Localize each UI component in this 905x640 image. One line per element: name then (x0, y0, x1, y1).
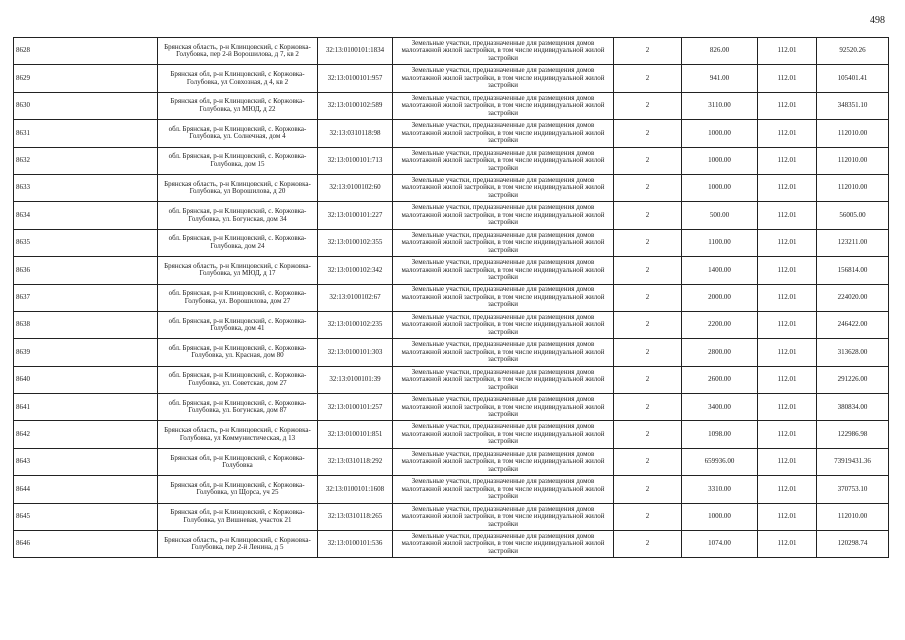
table-row (14, 65, 889, 92)
group-cell: 2 (614, 147, 682, 174)
land-category-cell: Земельные участки, предназначенные для размещения домов малоэтажной жилой застройки, в том числе индивидуальной жилой застройки (393, 448, 614, 475)
row-number: 8633 (14, 174, 158, 201)
row-number: 8645 (14, 503, 158, 530)
land-category-cell: Земельные участки, предназначенные для размещения домов малоэтажной жилой застройки, в том числе индивидуальной жилой застройки (393, 147, 614, 174)
cadastral-value-cell: 348351.10 (817, 92, 889, 119)
cadastral-value-cell: 224020.00 (817, 284, 889, 311)
cadastral-value-cell: 156814.00 (817, 257, 889, 284)
area-cell: 1000.00 (682, 147, 758, 174)
rate-cell: 112.01 (758, 503, 817, 530)
cadastral-number-cell: 32:13:0100101:303 (318, 339, 393, 366)
cadastral-value-cell: 380834.00 (817, 394, 889, 421)
group-cell: 2 (614, 174, 682, 201)
area-cell: 1000.00 (682, 503, 758, 530)
cadastral-value-cell: 92520.26 (817, 38, 889, 65)
rate-cell: 112.01 (758, 147, 817, 174)
address-cell: обл. Брянская, р-н Клинцовский, с. Коржовка-Голубовка, ул. Богунская, дом 87 (158, 394, 318, 421)
cadastral-number-cell: 32:13:0100102:342 (318, 257, 393, 284)
group-cell: 2 (614, 92, 682, 119)
land-category-cell: Земельные участки, предназначенные для размещения домов малоэтажной жилой застройки, в том числе индивидуальной жилой застройки (393, 339, 614, 366)
area-cell: 1400.00 (682, 257, 758, 284)
row-number: 8628 (14, 38, 158, 65)
area-cell: 1000.00 (682, 174, 758, 201)
group-cell: 2 (614, 257, 682, 284)
area-cell: 1100.00 (682, 229, 758, 256)
table-row (14, 448, 889, 475)
table-row (14, 202, 889, 229)
table-row (14, 421, 889, 448)
cadastral-number-cell: 32:13:0100102:60 (318, 174, 393, 201)
table-row (14, 92, 889, 119)
group-cell: 2 (614, 120, 682, 147)
address-cell: обл. Брянская, р-н Клинцовский, с. Коржовка-Голубовка, дом 15 (158, 147, 318, 174)
row-number: 8643 (14, 448, 158, 475)
table-row (14, 339, 889, 366)
cadastral-value-cell: 120298.74 (817, 531, 889, 558)
land-category-cell: Земельные участки, предназначенные для размещения домов малоэтажной жилой застройки, в том числе индивидуальной жилой застройки (393, 311, 614, 338)
row-number: 8639 (14, 339, 158, 366)
row-number: 8635 (14, 229, 158, 256)
land-category-cell: Земельные участки, предназначенные для размещения домов малоэтажной жилой застройки, в том числе индивидуальной жилой застройки (393, 38, 614, 65)
table-row (14, 174, 889, 201)
group-cell: 2 (614, 65, 682, 92)
row-number: 8640 (14, 366, 158, 393)
row-number: 8632 (14, 147, 158, 174)
cadastral-number-cell: 32:13:0100101:39 (318, 366, 393, 393)
area-cell: 2000.00 (682, 284, 758, 311)
group-cell: 2 (614, 38, 682, 65)
area-cell: 2800.00 (682, 339, 758, 366)
rate-cell: 112.01 (758, 311, 817, 338)
cadastral-value-cell: 112010.00 (817, 503, 889, 530)
table-row (14, 38, 889, 65)
land-category-cell: Земельные участки, предназначенные для размещения домов малоэтажной жилой застройки, в том числе индивидуальной жилой застройки (393, 394, 614, 421)
cadastral-value-cell: 112010.00 (817, 120, 889, 147)
rate-cell: 112.01 (758, 421, 817, 448)
group-cell: 2 (614, 503, 682, 530)
rate-cell: 112.01 (758, 120, 817, 147)
group-cell: 2 (614, 311, 682, 338)
group-cell: 2 (614, 284, 682, 311)
row-number: 8629 (14, 65, 158, 92)
land-registry-table (13, 37, 889, 558)
rate-cell: 112.01 (758, 531, 817, 558)
cadastral-number-cell: 32:13:0100101:227 (318, 202, 393, 229)
cadastral-number-cell: 32:13:0310118:98 (318, 120, 393, 147)
rate-cell: 112.01 (758, 65, 817, 92)
rate-cell: 112.01 (758, 339, 817, 366)
address-cell: Брянская обл, р-н Клинцовский, с Коржовка-Голубовка, ул МЮД, д 22 (158, 92, 318, 119)
cadastral-number-cell: 32:13:0100101:1834 (318, 38, 393, 65)
area-cell: 941.00 (682, 65, 758, 92)
rate-cell: 112.01 (758, 284, 817, 311)
cadastral-value-cell: 291226.00 (817, 366, 889, 393)
land-category-cell: Земельные участки, предназначенные для размещения домов малоэтажной жилой застройки, в том числе индивидуальной жилой застройки (393, 257, 614, 284)
land-category-cell: Земельные участки, предназначенные для размещения домов малоэтажной жилой застройки, в том числе индивидуальной жилой застройки (393, 174, 614, 201)
address-cell: обл. Брянская, р-н Клинцовский, с. Коржовка-Голубовка, ул. Богунская, дом 34 (158, 202, 318, 229)
row-number: 8641 (14, 394, 158, 421)
table-row (14, 311, 889, 338)
table-row (14, 531, 889, 558)
cadastral-number-cell: 32:13:0100101:257 (318, 394, 393, 421)
rate-cell: 112.01 (758, 92, 817, 119)
table-row (14, 366, 889, 393)
land-category-cell: Земельные участки, предназначенные для размещения домов малоэтажной жилой застройки, в том числе индивидуальной жилой застройки (393, 531, 614, 558)
rate-cell: 112.01 (758, 202, 817, 229)
cadastral-number-cell: 32:13:0100101:713 (318, 147, 393, 174)
row-number: 8631 (14, 120, 158, 147)
address-cell: Брянская обл, р-н Клинцовский, с Коржовка-Голубовка, ул Совхозная, д 4, кв 2 (158, 65, 318, 92)
rate-cell: 112.01 (758, 366, 817, 393)
table-row (14, 284, 889, 311)
table-row (14, 147, 889, 174)
land-category-cell: Земельные участки, предназначенные для размещения домов малоэтажной жилой застройки, в том числе индивидуальной жилой застройки (393, 503, 614, 530)
area-cell: 3310.00 (682, 476, 758, 503)
rate-cell: 112.01 (758, 174, 817, 201)
cadastral-number-cell: 32:13:0100101:851 (318, 421, 393, 448)
area-cell: 659936.00 (682, 448, 758, 475)
cadastral-value-cell: 370753.10 (817, 476, 889, 503)
cadastral-value-cell: 123211.00 (817, 229, 889, 256)
cadastral-value-cell: 112010.00 (817, 174, 889, 201)
row-number: 8636 (14, 257, 158, 284)
address-cell: Брянская область, р-н Клинцовский, с Коржовка-Голубовка, пер 2-й Ворошилова, д 7, кв 2 (158, 38, 318, 65)
area-cell: 2200.00 (682, 311, 758, 338)
rate-cell: 112.01 (758, 38, 817, 65)
cadastral-value-cell: 105401.41 (817, 65, 889, 92)
row-number: 8630 (14, 92, 158, 119)
land-category-cell: Земельные участки, предназначенные для размещения домов малоэтажной жилой застройки, в том числе индивидуальной жилой застройки (393, 476, 614, 503)
land-category-cell: Земельные участки, предназначенные для размещения домов малоэтажной жилой застройки, в том числе индивидуальной жилой застройки (393, 229, 614, 256)
cadastral-value-cell: 56005.00 (817, 202, 889, 229)
address-cell: Брянская область, р-н Клинцовский, с Коржовка-Голубовка, пер 2-й Ленина, д 5 (158, 531, 318, 558)
land-category-cell: Земельные участки, предназначенные для размещения домов малоэтажной жилой застройки, в том числе индивидуальной жилой застройки (393, 202, 614, 229)
group-cell: 2 (614, 421, 682, 448)
area-cell: 3400.00 (682, 394, 758, 421)
cadastral-number-cell: 32:13:0100101:536 (318, 531, 393, 558)
cadastral-number-cell: 32:13:0100102:355 (318, 229, 393, 256)
row-number: 8642 (14, 421, 158, 448)
land-category-cell: Земельные участки, предназначенные для размещения домов малоэтажной жилой застройки, в том числе индивидуальной жилой застройки (393, 120, 614, 147)
land-category-cell: Земельные участки, предназначенные для размещения домов малоэтажной жилой застройки, в том числе индивидуальной жилой застройки (393, 284, 614, 311)
land-category-cell: Земельные участки, предназначенные для размещения домов малоэтажной жилой застройки, в том числе индивидуальной жилой застройки (393, 92, 614, 119)
area-cell: 1098.00 (682, 421, 758, 448)
address-cell: Брянская область, р-н Клинцовский, с Коржовка-Голубовка, ул МЮД, д 17 (158, 257, 318, 284)
rate-cell: 112.01 (758, 229, 817, 256)
row-number: 8644 (14, 476, 158, 503)
table-row (14, 394, 889, 421)
address-cell: Брянская обл, р-н Клинцовский, с Коржовка-Голубовка, ул Вишневая, участок 21 (158, 503, 318, 530)
row-number: 8646 (14, 531, 158, 558)
area-cell: 1000.00 (682, 120, 758, 147)
table-row (14, 476, 889, 503)
cadastral-number-cell: 32:13:0100101:957 (318, 65, 393, 92)
row-number: 8637 (14, 284, 158, 311)
cadastral-number-cell: 32:13:0310118:292 (318, 448, 393, 475)
cadastral-number-cell: 32:13:0100102:67 (318, 284, 393, 311)
rate-cell: 112.01 (758, 476, 817, 503)
area-cell: 826.00 (682, 38, 758, 65)
address-cell: Брянская обл, р-н Клинцовский, с Коржовка-Голубовка (158, 448, 318, 475)
group-cell: 2 (614, 339, 682, 366)
table-row (14, 229, 889, 256)
group-cell: 2 (614, 476, 682, 503)
rate-cell: 112.01 (758, 257, 817, 284)
cadastral-number-cell: 32:13:0100101:1608 (318, 476, 393, 503)
table-row (14, 257, 889, 284)
address-cell: Брянская область, р-н Клинцовский, с Коржовка-Голубовка, ул Ворошилова, д 20 (158, 174, 318, 201)
group-cell: 2 (614, 531, 682, 558)
table-row (14, 503, 889, 530)
rate-cell: 112.01 (758, 394, 817, 421)
group-cell: 2 (614, 229, 682, 256)
address-cell: обл. Брянская, р-н Клинцовский, с. Коржовка-Голубовка, ул. Советская, дом 27 (158, 366, 318, 393)
page-number: 498 (870, 15, 885, 26)
cadastral-number-cell: 32:13:0100102:589 (318, 92, 393, 119)
land-category-cell: Земельные участки, предназначенные для размещения домов малоэтажной жилой застройки, в том числе индивидуальной жилой застройки (393, 366, 614, 393)
group-cell: 2 (614, 394, 682, 421)
address-cell: обл. Брянская, р-н Клинцовский, с. Коржовка-Голубовка, дом 41 (158, 311, 318, 338)
cadastral-number-cell: 32:13:0100102:235 (318, 311, 393, 338)
table-body (14, 38, 889, 558)
address-cell: обл. Брянская, р-н Клинцовский, с. Коржовка-Голубовка, ул. Красная, дом 80 (158, 339, 318, 366)
land-category-cell: Земельные участки, предназначенные для размещения домов малоэтажной жилой застройки, в том числе индивидуальной жилой застройки (393, 421, 614, 448)
area-cell: 1074.00 (682, 531, 758, 558)
group-cell: 2 (614, 202, 682, 229)
area-cell: 3110.00 (682, 92, 758, 119)
cadastral-value-cell: 246422.00 (817, 311, 889, 338)
row-number: 8634 (14, 202, 158, 229)
cadastral-value-cell: 313628.00 (817, 339, 889, 366)
address-cell: Брянская область, р-н Клинцовский, с Коржовка-Голубовка, ул Коммунистическая, д 13 (158, 421, 318, 448)
group-cell: 2 (614, 448, 682, 475)
table-row (14, 120, 889, 147)
address-cell: обл. Брянская, р-н Клинцовский, с. Коржовка-Голубовка, дом 24 (158, 229, 318, 256)
rate-cell: 112.01 (758, 448, 817, 475)
address-cell: обл. Брянская, р-н Клинцовский, с. Коржовка-Голубовка, ул. Ворошилова, дом 27 (158, 284, 318, 311)
cadastral-value-cell: 112010.00 (817, 147, 889, 174)
area-cell: 2600.00 (682, 366, 758, 393)
address-cell: обл. Брянская, р-н Клинцовский, с. Коржовка-Голубовка, ул. Солнечная, дом 4 (158, 120, 318, 147)
cadastral-value-cell: 122986.98 (817, 421, 889, 448)
group-cell: 2 (614, 366, 682, 393)
cadastral-value-cell: 73919431.36 (817, 448, 889, 475)
land-category-cell: Земельные участки, предназначенные для размещения домов малоэтажной жилой застройки, в том числе индивидуальной жилой застройки (393, 65, 614, 92)
address-cell: Брянская обл, р-н Клинцовский, с Коржовка-Голубовка, ул Щорса, уч 25 (158, 476, 318, 503)
cadastral-number-cell: 32:13:0310118:265 (318, 503, 393, 530)
area-cell: 500.00 (682, 202, 758, 229)
row-number: 8638 (14, 311, 158, 338)
